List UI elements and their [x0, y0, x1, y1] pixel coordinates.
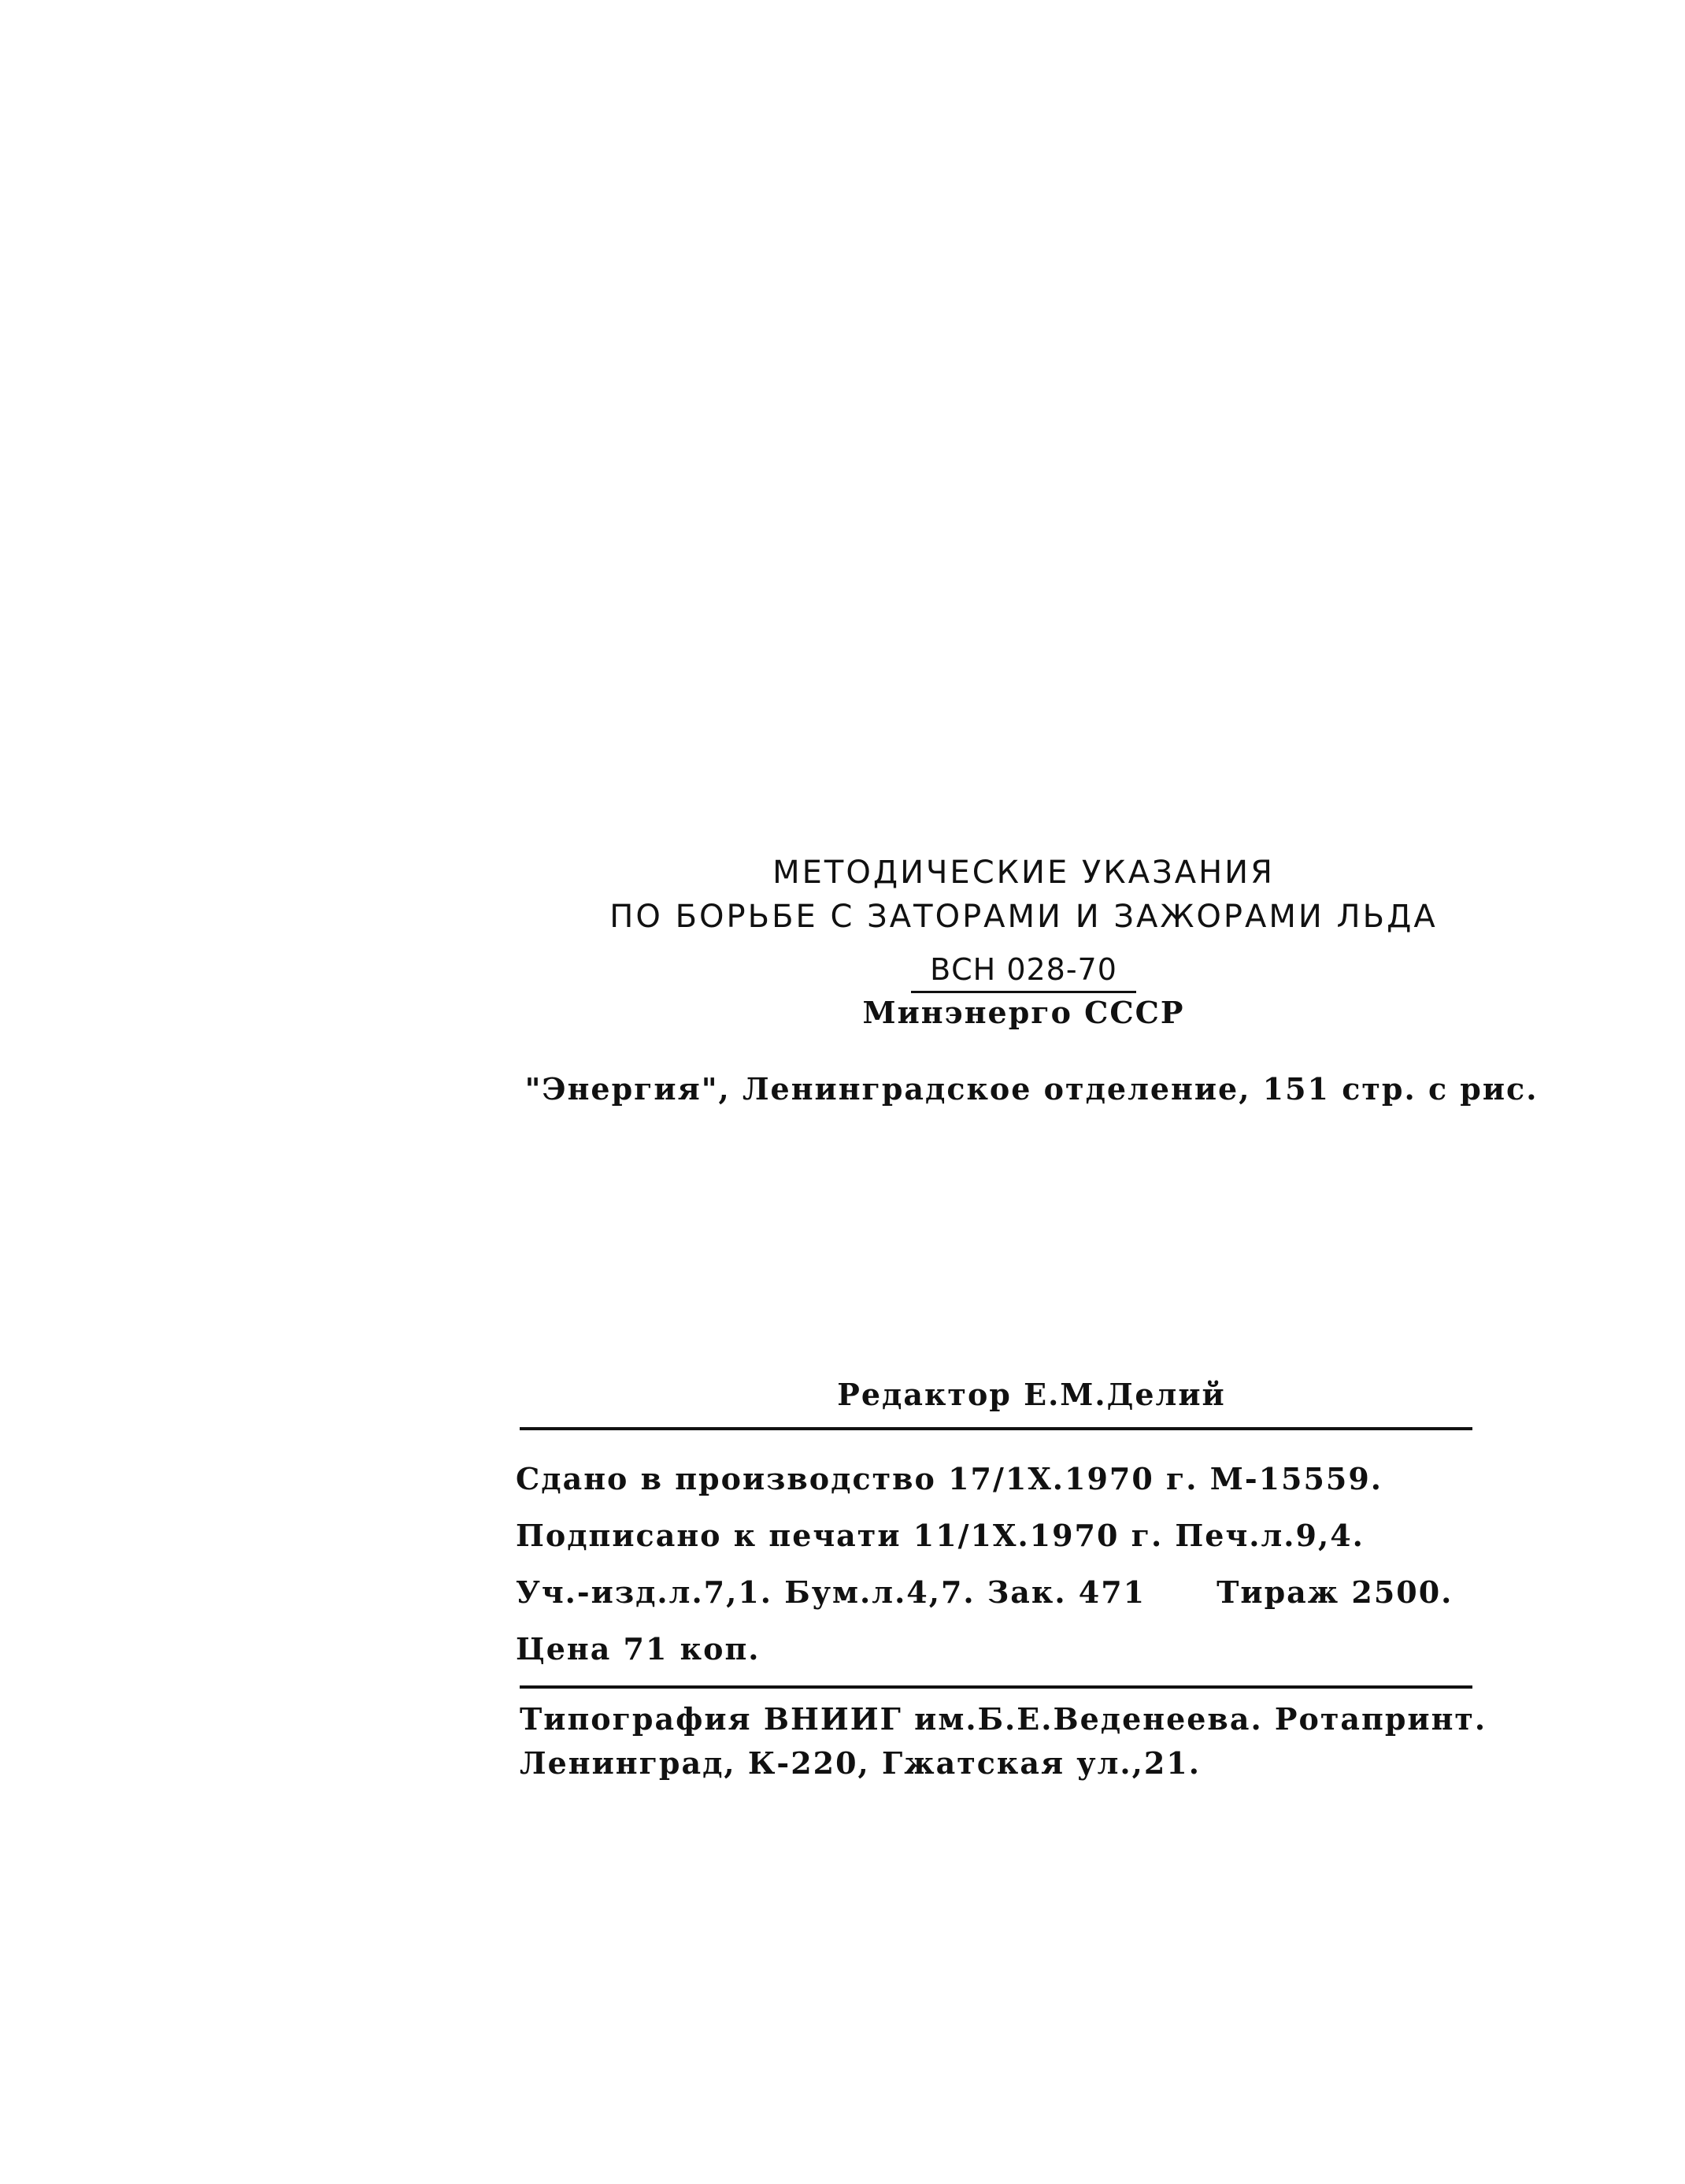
title-line-1: МЕТОДИЧЕСКИЕ УКАЗАНИЯ [772, 855, 1275, 891]
title-line-2: ПО БОРЬБЕ С ЗАТОРАМИ И ЗАЖОРАМИ ЛЬДА [609, 899, 1438, 935]
divider-bottom [520, 1685, 1472, 1689]
imprint-line-3-details: Уч.-изд.л.7,1. Бум.л.4,7. Зак. 471 [516, 1574, 1146, 1610]
standard-code [504, 950, 1543, 993]
imprint-price: Цена 71 коп. [516, 1631, 761, 1667]
imprint-line-2: Подписано к печати 11/1X.1970 г. Печ.л.9,4. [516, 1518, 1365, 1553]
printer-line-2: Ленинград, К-220, Гжатская ул.,21. [520, 1745, 1201, 1781]
divider-top [520, 1427, 1472, 1430]
imprint-print-run: Тираж 2500. [1217, 1574, 1454, 1610]
imprint-block [516, 1451, 1508, 1678]
title-block [504, 851, 1543, 1033]
ministry: Минэнерго СССР [862, 995, 1185, 1030]
publisher-line: "Энергия", Ленинградское отделение, 151 стр. с рис. [524, 1071, 1539, 1107]
editor-line: Редактор Е.М.Делий [837, 1377, 1226, 1412]
standard-code-text: ВСН 028-70 [911, 950, 1136, 993]
printer-line-1: Типография ВНИИГ им.Б.Е.Веденеева. Ротапринт. [520, 1701, 1487, 1737]
imprint-line-1: Сдано в производство 17/1X.1970 г. М-15559. [516, 1461, 1383, 1496]
imprint-line-3 [516, 1564, 1508, 1621]
printer-block [520, 1697, 1512, 1785]
